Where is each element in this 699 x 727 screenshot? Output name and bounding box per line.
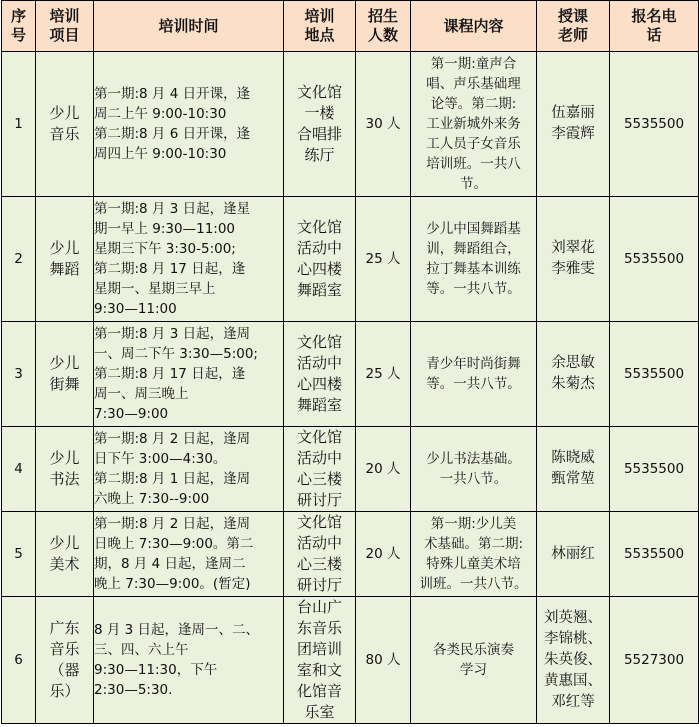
row-teacher xyxy=(537,597,610,724)
row-num: 6 xyxy=(2,597,36,724)
cell-line: 特殊儿童美术培 xyxy=(426,556,521,572)
row-project xyxy=(36,597,94,724)
cell-line: 少儿 xyxy=(49,104,80,122)
row-content xyxy=(411,597,537,724)
row-content xyxy=(411,322,537,427)
cell-line: 李雅雯 xyxy=(551,261,595,277)
cell-line: 六晚上 7:30--9:00 xyxy=(94,491,210,507)
cell-line: 少儿 xyxy=(49,449,80,467)
cell-line: 号 xyxy=(10,26,26,44)
cell-line: 文化馆 xyxy=(296,83,342,101)
cell-line: 训，舞蹈组合， xyxy=(426,241,521,257)
cell-line: 唱、声乐基础理 xyxy=(426,76,521,92)
cell-line: 第一期:8 月 3 日起，逢周 xyxy=(94,326,251,342)
cell-line: 一、周二下午 3:30—5:00; xyxy=(94,346,258,362)
cell-line: 工人员子女音乐 xyxy=(426,136,521,152)
cell-line: 乐） xyxy=(49,682,80,700)
cell-line: 书法 xyxy=(49,470,80,488)
cell-line: 广东 xyxy=(49,619,80,637)
cell-line: 地点 xyxy=(304,26,335,44)
header-place xyxy=(284,1,356,52)
row-num: 5 xyxy=(2,512,36,597)
row-time xyxy=(94,597,284,724)
row-count: 25 人 xyxy=(356,197,411,322)
row-place xyxy=(284,322,356,427)
cell-line: 合唱排 xyxy=(296,125,342,143)
row-content xyxy=(411,512,537,597)
cell-line: 第一期:少儿美 xyxy=(430,516,517,532)
table-row xyxy=(2,322,699,427)
row-place xyxy=(284,512,356,597)
cell-line: 第一期:8 月 2 日起，逢周 xyxy=(94,516,251,532)
row-phone: 5535500 xyxy=(610,197,699,322)
header-phone xyxy=(610,1,699,52)
header-teacher xyxy=(537,1,610,52)
cell-line: 训班。一共八节。 xyxy=(419,576,528,592)
cell-line: 9:30—11:00 xyxy=(94,301,177,317)
cell-line: 一楼 xyxy=(304,104,335,122)
header-num xyxy=(2,1,36,52)
cell-line: 青少年时尚街舞 xyxy=(426,356,521,372)
row-content xyxy=(411,52,537,197)
cell-line: 舞蹈室 xyxy=(296,281,342,299)
cell-line: 练厅 xyxy=(304,146,335,164)
cell-line: 培训班。一共八 xyxy=(426,156,521,172)
cell-line: 余思敏 xyxy=(551,355,595,371)
cell-line: 少儿书法基础。 xyxy=(426,451,521,467)
header-row xyxy=(2,1,699,52)
cell-line: 少儿中国舞蹈基 xyxy=(426,221,521,237)
cell-line: 第二期:8 月 17 日起，逢 xyxy=(94,366,246,382)
header-content xyxy=(411,1,537,52)
row-content xyxy=(411,427,537,512)
cell-line: 心三楼 xyxy=(296,555,342,573)
cell-line: 周一、周三晚上 xyxy=(94,386,189,402)
cell-line: 文化馆 xyxy=(296,218,342,236)
cell-line: 晚上 7:30—9:00。(暂定) xyxy=(94,576,251,592)
cell-line: 活动中 xyxy=(296,354,342,372)
cell-line: 东音乐 xyxy=(296,619,342,637)
row-time xyxy=(94,322,284,427)
cell-line: 黄惠国、 xyxy=(544,672,602,689)
cell-line: 7:30—9:00 xyxy=(94,406,169,422)
cell-line: 工业新城外来务 xyxy=(426,116,521,132)
row-place xyxy=(284,52,356,197)
row-num: 3 xyxy=(2,322,36,427)
cell-line: 心四楼 xyxy=(296,375,342,393)
cell-line: 三、四、六上午 xyxy=(94,642,189,658)
cell-line: 星期三下午 3:30-5:00; xyxy=(94,241,236,257)
cell-line: 台山广 xyxy=(296,598,342,616)
cell-line: 少儿 xyxy=(49,354,80,372)
row-count: 20 人 xyxy=(356,427,411,512)
cell-line: 学习 xyxy=(460,662,487,678)
cell-line: 伍嘉丽 xyxy=(551,105,595,121)
cell-line: 活动中 xyxy=(296,534,342,552)
cell-line: 日下午 3:00—4:30。 xyxy=(94,451,227,467)
cell-line: 项目 xyxy=(49,26,80,44)
table-row xyxy=(2,512,699,597)
cell-line: 拉丁舞基本训练 xyxy=(426,261,521,277)
cell-line: 课程内容 xyxy=(443,16,504,35)
row-num: 1 xyxy=(2,52,36,197)
cell-line: 周二上午 9:00-10:30 xyxy=(94,106,227,122)
cell-line: 街舞 xyxy=(49,375,80,393)
cell-line: 第二期:8 月 6 日开课，逢 xyxy=(94,126,251,142)
cell-line: 李锦桃、 xyxy=(544,630,602,647)
cell-line: 少儿 xyxy=(49,239,80,257)
cell-line: 第一期:8 月 4 日开课，逢 xyxy=(94,86,251,102)
cell-line: 李霞辉 xyxy=(551,126,595,142)
cell-line: 甄常堃 xyxy=(551,471,595,487)
cell-line: 招生 xyxy=(367,7,398,25)
cell-line: 朱英俊、 xyxy=(544,651,602,668)
cell-line: 团培训 xyxy=(296,640,342,658)
row-time xyxy=(94,197,284,322)
cell-line: 第一期:童声合 xyxy=(430,56,517,72)
row-place xyxy=(284,597,356,724)
row-project xyxy=(36,512,94,597)
cell-line: 报名电 xyxy=(631,7,677,25)
cell-line: 研讨厅 xyxy=(296,491,342,509)
cell-line: 文化馆 xyxy=(296,333,342,351)
cell-line: 舞蹈 xyxy=(49,260,80,278)
cell-line: 刘翠花 xyxy=(551,240,595,256)
cell-line: 周四上午 9:00-10:30 xyxy=(94,146,227,162)
cell-line: 音乐 xyxy=(49,640,80,658)
cell-line: 少儿 xyxy=(49,534,80,552)
cell-line: 序 xyxy=(10,7,26,25)
cell-line: 朱菊杰 xyxy=(551,376,595,392)
cell-line: 心四楼 xyxy=(296,260,342,278)
cell-line: 授课 xyxy=(557,7,588,25)
cell-line: 培训时间 xyxy=(158,16,219,35)
cell-line: 舞蹈室 xyxy=(296,396,342,414)
cell-line: 美术 xyxy=(49,555,80,573)
cell-line: 室和文 xyxy=(296,661,342,679)
row-phone: 5535500 xyxy=(610,52,699,197)
header-count xyxy=(356,1,411,52)
cell-line: 日晚上 7:30—9:00。第二 xyxy=(94,536,254,552)
row-count: 25 人 xyxy=(356,322,411,427)
row-project xyxy=(36,322,94,427)
cell-line: 心三楼 xyxy=(296,470,342,488)
table-row xyxy=(2,597,699,724)
row-phone: 5535500 xyxy=(610,322,699,427)
row-count: 30 人 xyxy=(356,52,411,197)
cell-line: 8 月 3 日起，逢周一、二、 xyxy=(94,622,260,638)
cell-line: 期，8 月 4 日起，逢周二 xyxy=(94,556,246,572)
cell-line: 活动中 xyxy=(296,449,342,467)
row-count: 20 人 xyxy=(356,512,411,597)
table-row xyxy=(2,52,699,197)
row-teacher xyxy=(537,52,610,197)
row-num: 4 xyxy=(2,427,36,512)
row-count: 80 人 xyxy=(356,597,411,724)
header-project xyxy=(36,1,94,52)
row-time xyxy=(94,52,284,197)
row-phone: 5527300 xyxy=(610,597,699,724)
row-place xyxy=(284,427,356,512)
cell-line: 活动中 xyxy=(296,239,342,257)
cell-line: 星期一、星期三早上 xyxy=(94,281,216,297)
table-row xyxy=(2,427,699,512)
cell-line: 文化馆 xyxy=(296,513,342,531)
cell-line: 论等。第二期: xyxy=(430,96,517,112)
cell-line: 话 xyxy=(646,26,662,44)
header-time xyxy=(94,1,284,52)
cell-line: 第二期:8 月 17 日起，逢 xyxy=(94,261,246,277)
row-time xyxy=(94,427,284,512)
row-teacher xyxy=(537,197,610,322)
row-time xyxy=(94,512,284,597)
table-row xyxy=(2,197,699,322)
cell-line: 期一早上 9:30—11:00 xyxy=(94,221,236,237)
cell-line: 9:30—11:30，下午 xyxy=(94,662,218,678)
row-num: 2 xyxy=(2,197,36,322)
cell-line: 培训 xyxy=(49,7,80,25)
cell-line: 刘英翘、 xyxy=(544,609,602,626)
cell-line: 陈晓威 xyxy=(551,450,595,466)
cell-line: 各类民乐演奏 xyxy=(433,642,514,658)
cell-line: 第二期:8 月 1 日起，逢周 xyxy=(94,471,251,487)
row-teacher xyxy=(537,512,610,597)
cell-line: 第一期:8 月 3 日起，逢星 xyxy=(94,201,251,217)
cell-line: 培训 xyxy=(304,7,335,25)
cell-line: 等。一共八节。 xyxy=(426,376,521,392)
cell-line: 老师 xyxy=(557,26,588,44)
row-teacher xyxy=(537,322,610,427)
cell-line: 林丽红 xyxy=(551,545,595,562)
row-teacher xyxy=(537,427,610,512)
cell-line: 研讨厅 xyxy=(296,576,342,594)
cell-line: 人数 xyxy=(367,26,398,44)
row-content xyxy=(411,197,537,322)
cell-line: 第一期:8 月 2 日起，逢周 xyxy=(94,431,251,447)
cell-line: 节。 xyxy=(460,176,487,192)
row-project xyxy=(36,197,94,322)
cell-line: 术基础。第二期: xyxy=(423,536,524,552)
cell-line: 乐室 xyxy=(304,703,335,721)
cell-line: （器 xyxy=(49,661,80,679)
cell-line: 音乐 xyxy=(49,125,80,143)
row-phone: 5535500 xyxy=(610,512,699,597)
cell-line: 一共八节。 xyxy=(439,471,508,487)
row-project xyxy=(36,427,94,512)
cell-line: 化馆音 xyxy=(296,682,342,700)
row-place xyxy=(284,197,356,322)
cell-line: 邓红等 xyxy=(551,693,595,710)
cell-line: 等。一共八节。 xyxy=(426,281,521,297)
training-schedule-table xyxy=(1,0,699,724)
cell-line: 文化馆 xyxy=(296,428,342,446)
row-project xyxy=(36,52,94,197)
row-phone: 5535500 xyxy=(610,427,699,512)
cell-line: 2:30—5:30. xyxy=(94,682,173,698)
